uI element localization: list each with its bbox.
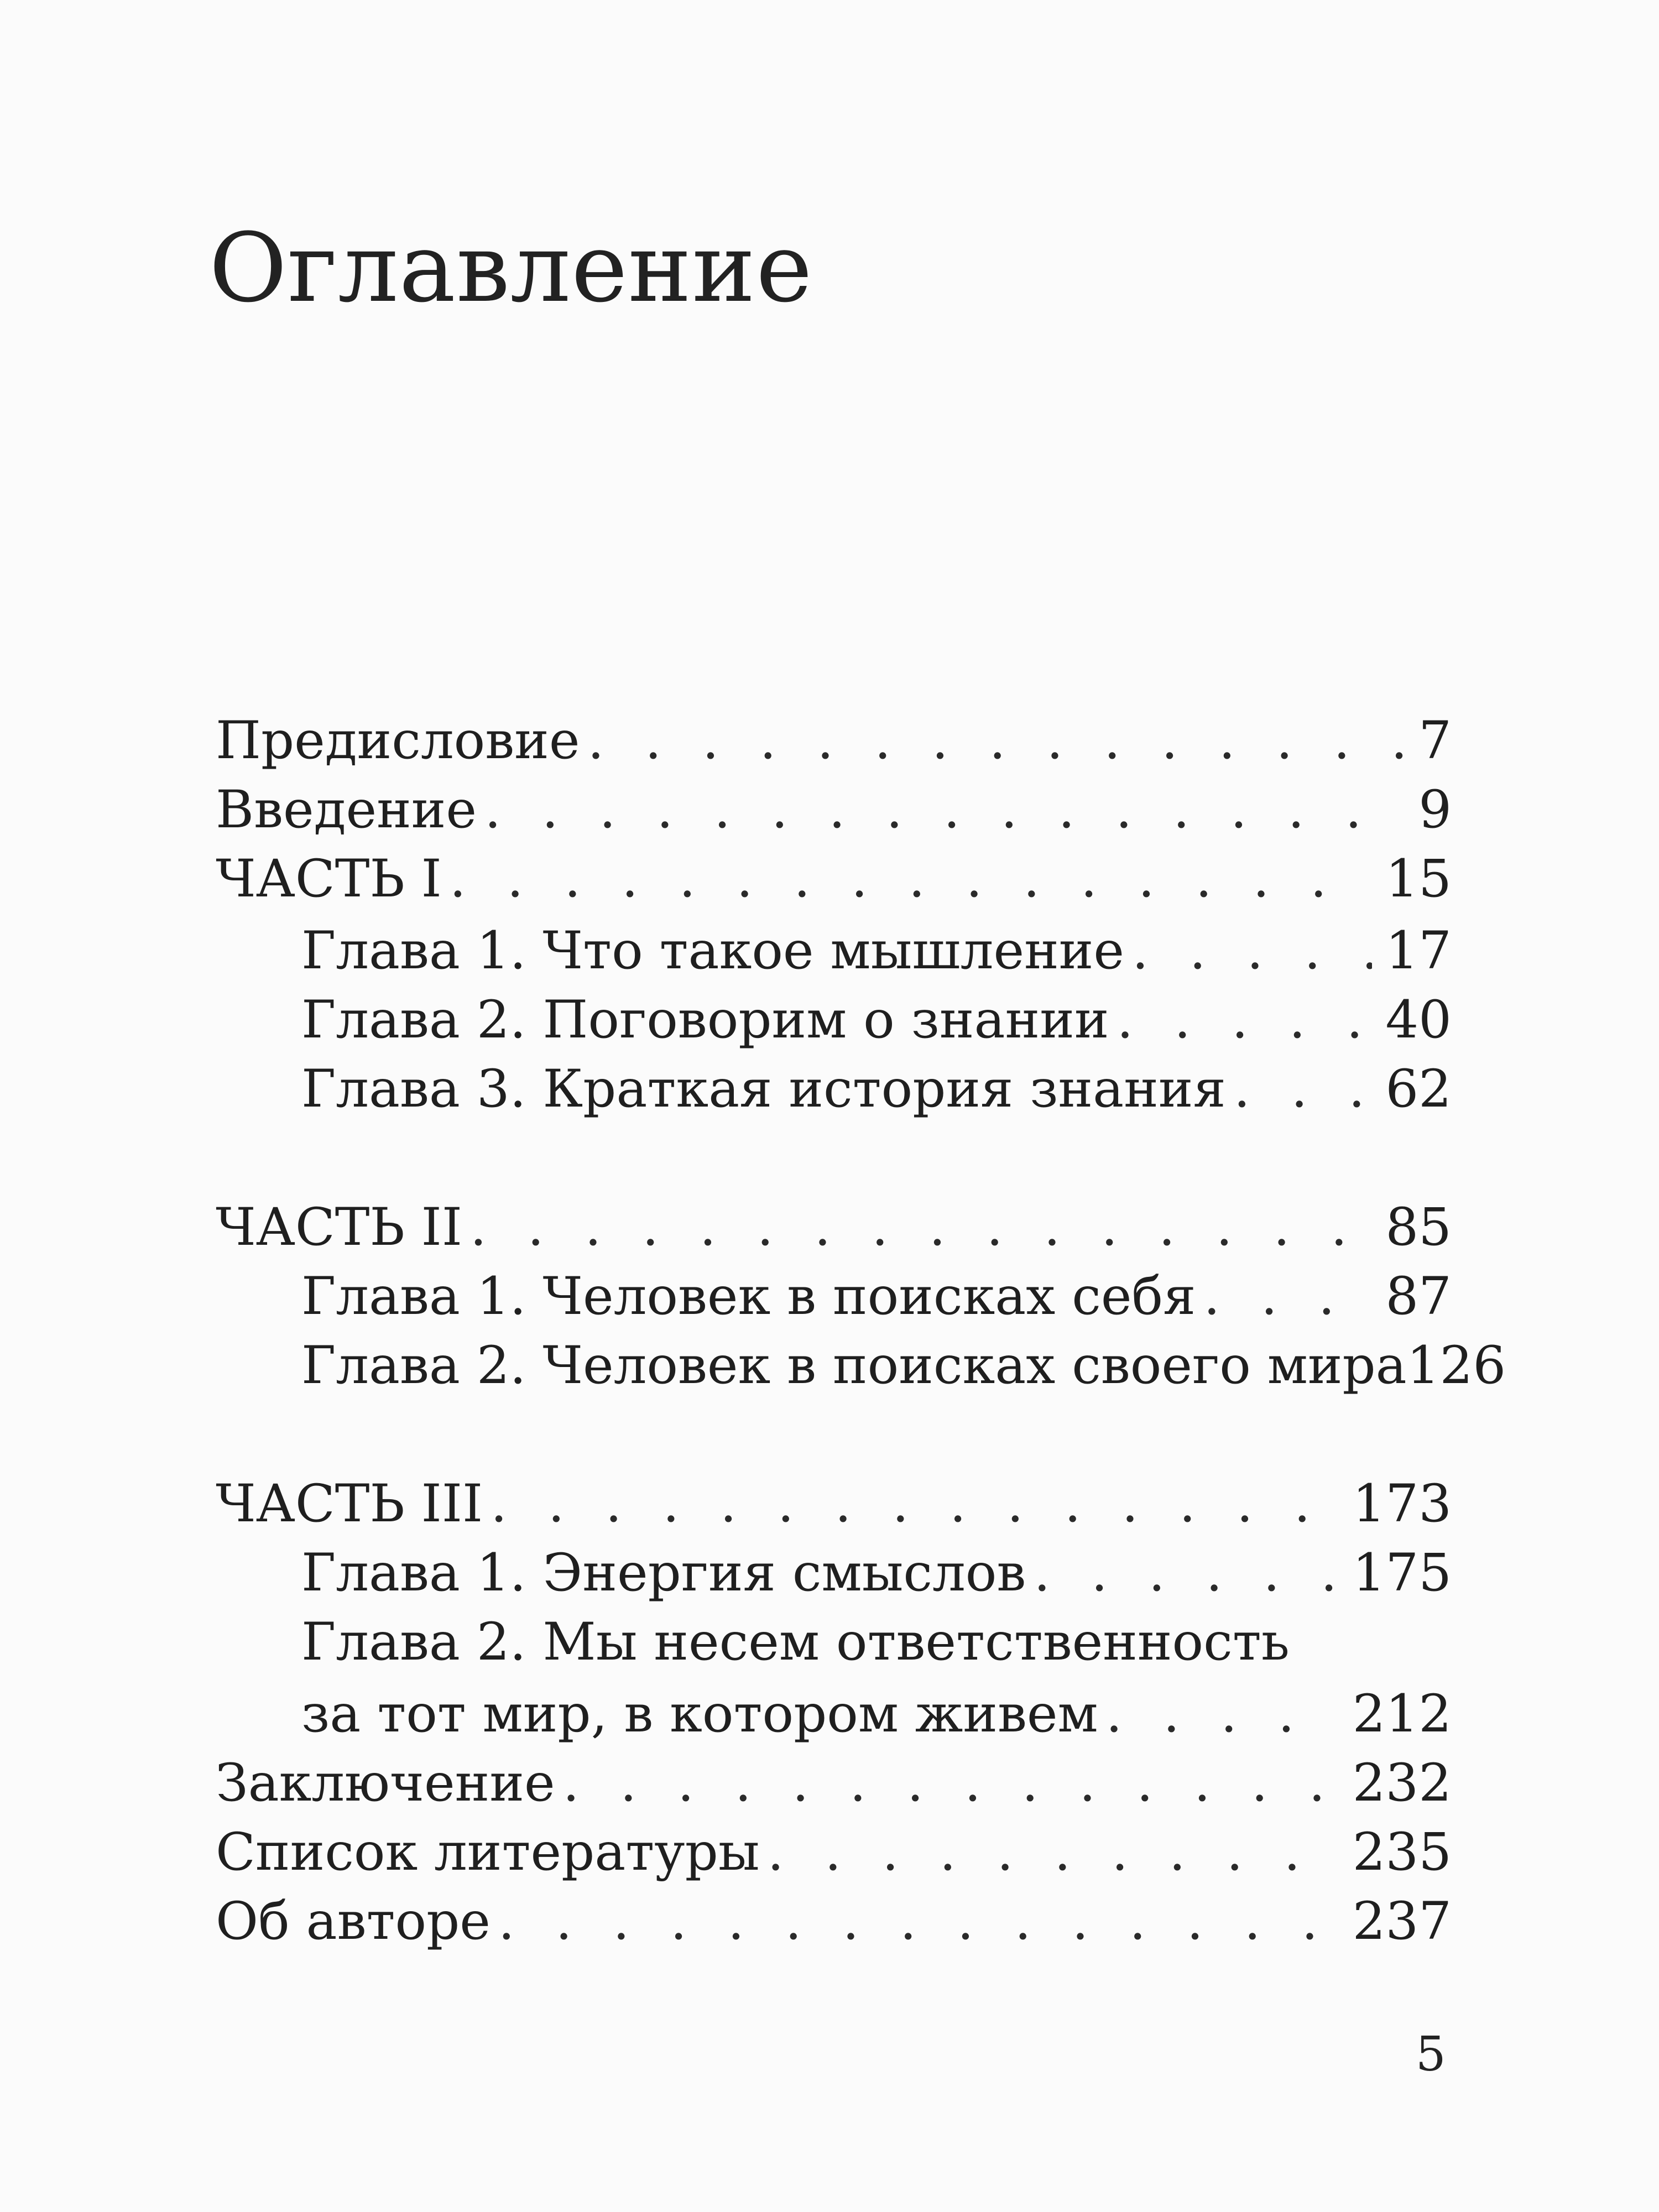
dot-leader bbox=[491, 1474, 1339, 1534]
toc-entry-page: 232 bbox=[1352, 1753, 1452, 1813]
toc-entry-page: 173 bbox=[1352, 1474, 1452, 1534]
toc-entry bbox=[301, 1059, 1452, 1125]
dot-leader bbox=[563, 1753, 1339, 1813]
toc-entry-label: Заключение bbox=[216, 1753, 555, 1813]
dot-leader bbox=[1203, 1266, 1372, 1327]
dot-leader bbox=[1132, 921, 1372, 981]
dot-leader bbox=[484, 780, 1405, 840]
toc-entry-page: 40 bbox=[1385, 990, 1452, 1050]
toc-entry-label: ЧАСТЬ III bbox=[216, 1474, 483, 1534]
toc-entry-label: ЧАСТЬ II bbox=[216, 1197, 462, 1258]
toc-entry-page: 9 bbox=[1418, 780, 1452, 840]
page-number: 5 bbox=[1416, 2027, 1446, 2082]
toc-entry bbox=[216, 1891, 1452, 1958]
dot-leader bbox=[1034, 1543, 1339, 1603]
toc-entry-page: 85 bbox=[1385, 1197, 1452, 1258]
toc-entry bbox=[301, 990, 1452, 1056]
toc-entry bbox=[216, 1753, 1452, 1819]
toc-entry-page: 237 bbox=[1352, 1891, 1452, 1952]
toc-entry-page: 87 bbox=[1385, 1266, 1452, 1327]
toc-entry-page: 62 bbox=[1385, 1059, 1452, 1119]
toc-entry-page: 175 bbox=[1352, 1543, 1452, 1603]
toc-entry-page: 7 bbox=[1418, 711, 1452, 771]
toc-entry bbox=[301, 921, 1452, 987]
toc-entry-label: Глава 1. Человек в поисках себя bbox=[301, 1266, 1196, 1327]
dot-leader bbox=[1106, 1684, 1339, 1744]
dot-leader bbox=[1117, 990, 1373, 1050]
toc-title: Оглавление bbox=[209, 212, 813, 324]
toc-entry bbox=[301, 1543, 1452, 1609]
toc-entry bbox=[216, 1197, 1452, 1264]
toc-entry-label: за тот мир, в котором живем bbox=[301, 1684, 1098, 1744]
toc-entry-page: 126 bbox=[1406, 1335, 1506, 1396]
dot-leader bbox=[768, 1822, 1339, 1882]
toc-entry bbox=[301, 1684, 1452, 1750]
toc-entry-page: 235 bbox=[1352, 1822, 1452, 1882]
toc-entry-page: 15 bbox=[1385, 849, 1452, 909]
toc-entry-label: Предисловие bbox=[216, 711, 580, 771]
toc-entry-label: Список литературы bbox=[216, 1822, 760, 1882]
toc-entry bbox=[216, 849, 1452, 915]
toc-entry-label: Глава 2. Человек в поисках своего мира bbox=[301, 1335, 1407, 1396]
toc-entry bbox=[301, 1266, 1452, 1333]
dot-leader bbox=[498, 1891, 1339, 1952]
toc-entry-label: Глава 1. Энергия смыслов bbox=[301, 1543, 1026, 1603]
toc-entry-label: ЧАСТЬ I bbox=[216, 849, 442, 909]
toc-entry-label: Об авторе bbox=[216, 1891, 491, 1952]
toc-entry bbox=[216, 1474, 1452, 1540]
toc-entry-label: Введение bbox=[216, 780, 477, 840]
toc-entry-label: Глава 1. Что такое мышление bbox=[301, 921, 1125, 981]
dot-leader bbox=[1234, 1059, 1373, 1119]
dot-leader bbox=[450, 849, 1373, 909]
toc-entry-label: Глава 2. Поговорим о знании bbox=[301, 990, 1109, 1050]
dot-leader bbox=[587, 711, 1405, 771]
toc-entry-label: Глава 2. Мы несем ответственность bbox=[301, 1612, 1290, 1672]
toc-entry bbox=[301, 1612, 1452, 1678]
toc-entry-page: 212 bbox=[1352, 1684, 1452, 1744]
toc-entry bbox=[216, 780, 1452, 846]
toc-entry bbox=[301, 1335, 1506, 1402]
dot-leader bbox=[470, 1197, 1372, 1258]
toc-entry bbox=[216, 1822, 1452, 1888]
toc-entry-page: 17 bbox=[1385, 921, 1452, 981]
toc-entry-label: Глава 3. Краткая история знания bbox=[301, 1059, 1226, 1119]
toc-entry bbox=[216, 711, 1452, 777]
